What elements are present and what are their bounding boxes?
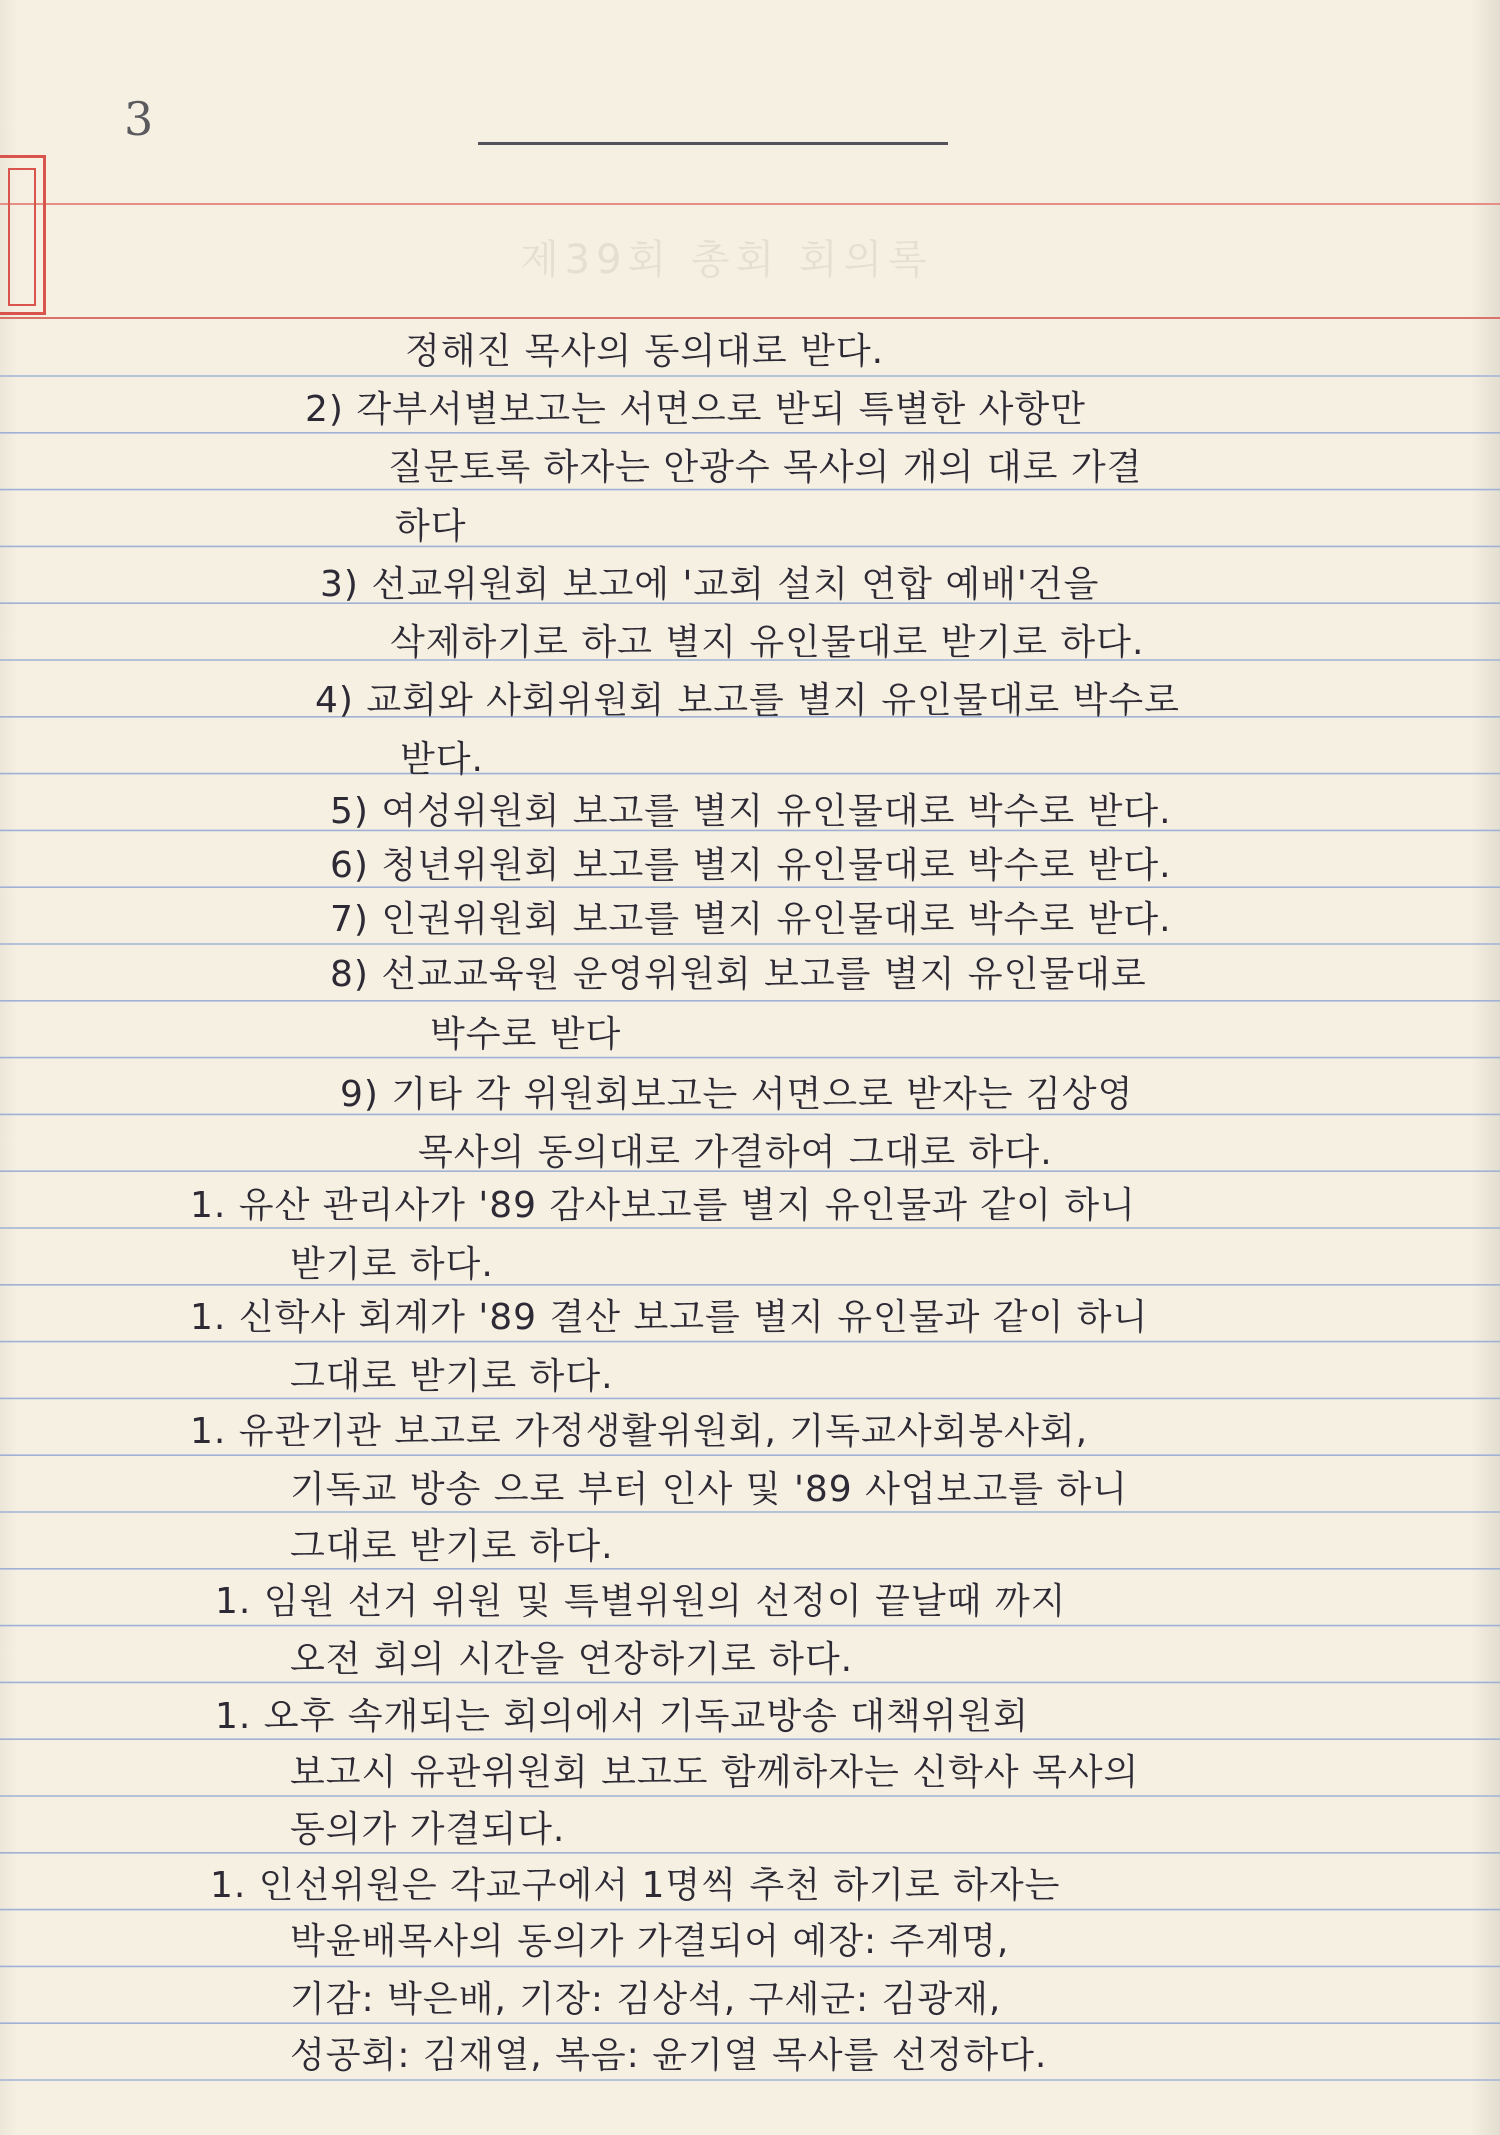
- text-line: 6) 청년위원회 보고를 별지 유인물대로 박수로 받다.: [330, 845, 1172, 886]
- text-line: 그대로 받기로 하다.: [290, 1526, 614, 1567]
- text-line: 박수로 받다: [430, 1014, 622, 1055]
- text-line: 성공회: 김재열, 복음: 윤기열 목사를 선정하다.: [290, 2035, 1048, 2076]
- page-number: 3: [124, 92, 154, 146]
- bleed-through: 제39회 총회 회의록: [520, 237, 933, 283]
- text-line: 8) 선교교육원 운영위원회 보고를 별지 유인물대로: [330, 954, 1147, 995]
- text-line: 받다.: [400, 739, 484, 780]
- margin-stamp: [0, 155, 46, 315]
- text-line: 2) 각부서별보고는 서면으로 받되 특별한 사항만: [305, 389, 1086, 430]
- text-line: 받기로 하다.: [290, 1244, 494, 1285]
- text-line: 1. 유관기관 보고로 가정생활위원회, 기독교사회봉사회,: [190, 1411, 1089, 1452]
- text-line: 오전 회의 시간을 연장하기로 하다.: [290, 1639, 854, 1680]
- text-line: 9) 기타 각 위원회보고는 서면으로 받자는 김상영: [340, 1074, 1134, 1115]
- text-line: 1. 유산 관리사가 '89 감사보고를 별지 유인물과 같이 하니: [190, 1185, 1136, 1226]
- text-line: 보고시 유관위원회 보고도 함께하자는 신학사 목사의: [290, 1752, 1140, 1793]
- text-line: 1. 임원 선거 위원 및 특별위원의 선정이 끝날때 까지: [215, 1581, 1067, 1622]
- text-line: 5) 여성위원회 보고를 별지 유인물대로 박수로 받다.: [330, 791, 1172, 832]
- text-line: 목사의 동의대로 가결하여 그대로 하다.: [418, 1132, 1053, 1173]
- text-line: 1. 신학사 회계가 '89 결산 보고를 별지 유인물과 같이 하니: [190, 1297, 1149, 1338]
- text-line: 동의가 가결되다.: [290, 1809, 566, 1850]
- text-line: 박윤배목사의 동의가 가결되어 예장: 주계명,: [290, 1921, 1010, 1962]
- text-line: 기감: 박은배, 기장: 김상석, 구세군: 김광재,: [290, 1979, 1002, 2020]
- text-line: 하다: [395, 506, 467, 547]
- text-line: 정해진 목사의 동의대로 받다.: [405, 331, 885, 372]
- text-line: 7) 인권위원회 보고를 별지 유인물대로 박수로 받다.: [330, 899, 1172, 940]
- title-underline: [478, 142, 948, 145]
- text-line: 기독교 방송 으로 부터 인사 및 '89 사업보고를 하니: [290, 1469, 1128, 1510]
- text-line: 1. 인선위원은 각교구에서 1명씩 추천 하기로 하자는: [210, 1865, 1061, 1906]
- text-line: 삭제하기로 하고 별지 유인물대로 받기로 하다.: [390, 622, 1145, 663]
- text-line: 1. 오후 속개되는 회의에서 기독교방송 대책위원회: [215, 1696, 1030, 1737]
- text-line: 질문토록 하자는 안광수 목사의 개의 대로 가결: [388, 447, 1143, 488]
- text-line: 4) 교회와 사회위원회 보고를 별지 유인물대로 박수로: [315, 680, 1180, 721]
- text-line: 3) 선교위원회 보고에 '교회 설치 연합 예배'건을: [320, 564, 1100, 605]
- text-line: 그대로 받기로 하다.: [290, 1356, 614, 1397]
